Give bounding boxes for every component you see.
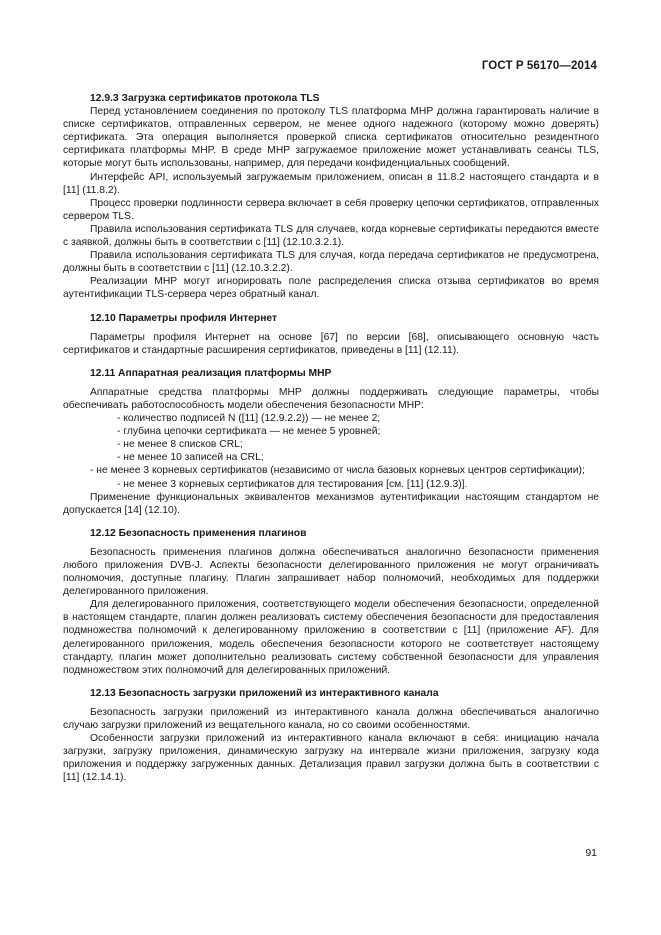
paragraph: Реализации MHP могут игнорировать поле распределения списка отзыва сертификатов во время аутентификации TLS-сервера через обратный канал.: [63, 276, 599, 301]
paragraph: Применение функциональных эквивалентов механизмов аутентификации настоящим стандартом не допускается [14] (12.10).: [63, 491, 599, 516]
list-item: - количество подписей N ([11] (12.9.2.2)) — не менее 2;: [117, 413, 381, 425]
page-number: 91: [585, 847, 597, 859]
paragraph: Для делегированного приложения, соответствующего модели обеспечения безопасности, определенной в настоящем стандарте, плагин должен реализовать систему обеспечения безопасности для предоставления подмножества полномочий к делегированному приложению в соответствии с [11] (приложение AF). Для делегированного приложения, модель обеспечения безопасности которого не соответствует настоящему стандарту, плагин может дополнительно реализовать систему собственной безопасности для управления подмножеством этих полномочий для делегированных приложений.: [63, 599, 599, 676]
section-heading-12-9-3: 12.9.3 Загрузка сертификатов протокола TLS: [90, 93, 320, 104]
list-item: - не менее 8 списков CRL;: [117, 439, 243, 451]
list-item: - глубина цепочки сертификата — не менее 5 уровней;: [117, 426, 381, 438]
paragraph: Аппаратные средства платформы MHP должны поддерживать следующие параметры, чтобы обеспечивать работоспособность модели обеспечения безопасности MHP:: [63, 386, 599, 411]
section-heading-12-12: 12.12 Безопасность применения плагинов: [90, 527, 307, 539]
list-item: - не менее 3 корневых сертификатов для тестирования [см. [11] (12.9.3)].: [117, 478, 468, 490]
list-item: - не менее 10 записей на CRL;: [117, 452, 264, 464]
page-content: [63, 92, 599, 785]
paragraph: Правила использования сертификата TLS для случаев, когда корневые сертификаты передаются вместе с заявкой, должны быть в соответствии с [11] (12.10.3.2.1).: [63, 223, 599, 249]
paragraph: Процесс проверки подлинности сервера включает в себя проверку цепочки сертификатов, отправленных сервером TLS.: [63, 197, 599, 222]
section-heading-12-11: 12.11 Аппаратная реализация платформы MHP: [90, 367, 332, 379]
paragraph: Перед установлением соединения по протоколу TLS платформа MHP должна гарантировать наличие в списке сертификатов, отправленных сервером, не менее одного надежного (которому можно доверять) сертификата. Эта операция выполняется проверкой списка сертификатов относительно резидентного сертификата платформы MHP. В среде MHP загружаемое приложение может устанавливать сеансы TLS, которые могут быть использованы, например, для передачи конфиденциальных сообщений.: [63, 106, 599, 170]
paragraph: Безопасность загрузки приложений из интерактивного канала должна обеспечиваться аналогично случаю загрузки приложений из вещательного канала, но со своими особенностями.: [63, 706, 599, 732]
paragraph: Параметры профиля Интернет на основе [67] по версии [68], описывающего основную часть сертификатов и стандартные расширения сертификатов, приведены в [11] (12.11).: [63, 331, 599, 356]
paragraph: Особенности загрузки приложений из интерактивного канала включают в себя: инициацию начала загрузки, загрузку приложения, динамическую загрузку на интервале жизни приложения, загрузку кода приложения и поддержку загруженных данных. Детализация правил загрузки должна быть в соответствии с [11] (12.14.1).: [63, 733, 599, 784]
section-heading-12-13: 12.13 Безопасность загрузки приложений из интерактивного канала: [90, 687, 439, 699]
standard-header: ГОСТ Р 56170—2014: [481, 60, 597, 72]
paragraph: Интерфейс API, используемый загружаемым приложением, описан в 11.8.2 настоящего стандарта и в [11] (11.8.2).: [63, 171, 599, 196]
list-item: - не менее 3 корневых сертификатов (независимо от числа базовых корневых центров сертификации);: [90, 465, 585, 477]
paragraph: Правила использования сертификата TLS для случая, когда передача сертификатов не предусмотрена, должны быть в соответствии с [11] (12.10.3.2.2).: [63, 250, 599, 275]
paragraph: Безопасность применения плагинов должна обеспечиваться аналогично безопасности применения любого приложения DVB-J. Аспекты безопасности делегированного приложения не могут ограничивать полномочия, доступные плагину. Плагин запрашивает набор полномочий, необходимых для поддержки делегированного приложения.: [63, 546, 599, 598]
section-heading-12-10: 12.10 Параметры профиля Интернет: [90, 312, 278, 324]
